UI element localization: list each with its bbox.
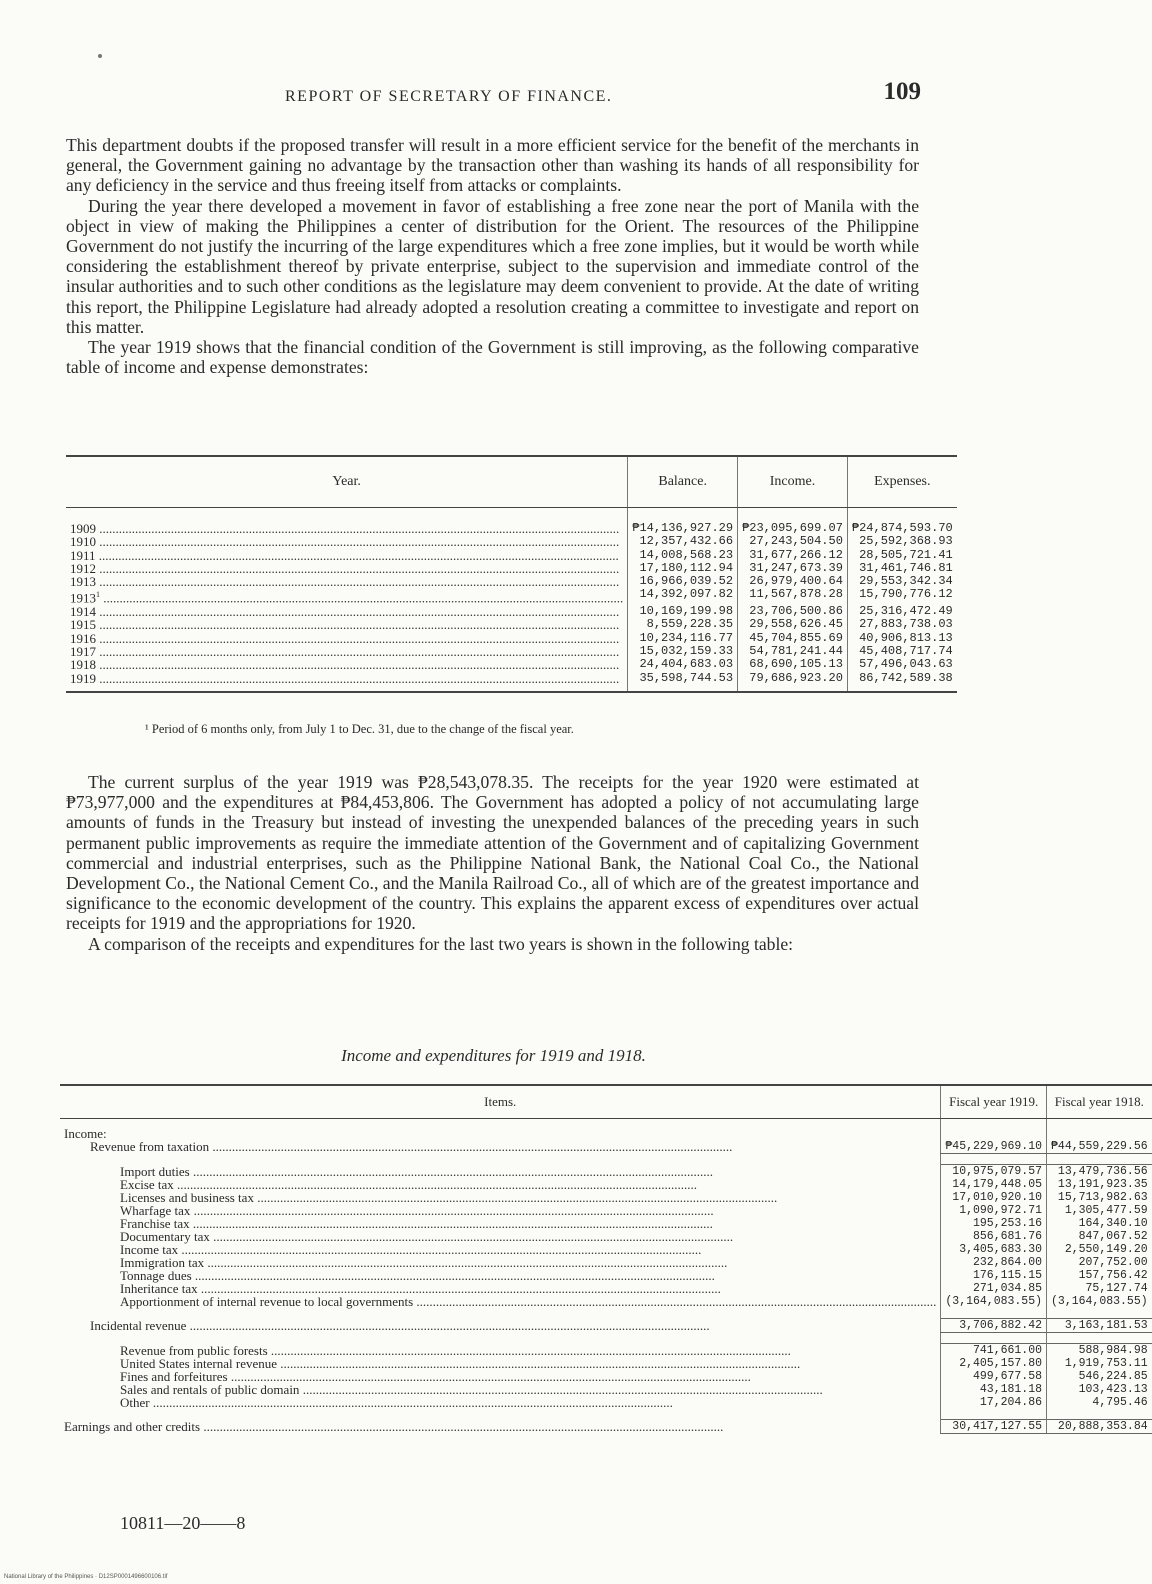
item-cell [60,1344,941,1358]
fy1918-cell: 103,423.13 [1047,1383,1152,1396]
body-text-top [66,135,919,377]
fy1919-cell: 3,706,882.42 [941,1319,1047,1333]
fy1919-cell: 232,864.00 [941,1256,1047,1269]
page-number: 109 [883,78,921,105]
table-row [66,508,957,536]
fy1919-cell: 30,417,127.55 [941,1420,1047,1434]
item-label-text: Excise tax [120,1177,174,1192]
balance-cell: 24,404,683.03 [628,658,738,671]
income-cell: 54,781,241.44 [738,645,848,658]
year-cell: 1919 ................................................................................................................................................................ [66,672,628,692]
column-header-items: Items. [60,1085,941,1119]
column-header-balance: Balance. [628,456,738,508]
expenses-cell: 15,790,776.12 [847,588,956,605]
balance-table-body [66,508,957,692]
item-label-text: Revenue from public forests [120,1342,268,1358]
fy1919-cell: 14,179,448.05 [941,1178,1047,1191]
income-cell: 68,690,105.13 [738,658,848,671]
expenses-cell: 27,883,738.03 [847,618,956,631]
year-label: 1911 [70,547,96,563]
year-label: 1909 [70,521,96,536]
spacer-row [60,1409,1152,1420]
year-label: 1914 [70,604,96,620]
item-label-text: Licenses and business tax [120,1190,254,1205]
fy1918-cell: 3,163,181.53 [1047,1319,1152,1333]
item-label: Immigration tax ................................................................................................................................................................ [120,1255,728,1270]
table-row [60,1344,1152,1358]
running-head: REPORT OF SECRETARY OF FINANCE. [285,88,613,105]
item-cell [60,1420,941,1434]
item-label-text: Other [120,1395,150,1410]
income-section-label: Income: [64,1126,107,1141]
spacer-cell [941,1409,1047,1420]
fy1918-cell: 588,984.98 [1047,1344,1152,1358]
balance-cell: 10,169,199.98 [628,605,738,618]
column-header-fy1918: Fiscal year 1918. [1047,1085,1152,1119]
table-row [60,1140,1152,1154]
item-label: Apportionment of internal revenue to local governments ................................................................................................................................................................ [120,1294,937,1309]
year-cell: 1917 ................................................................................................................................................................ [70,644,620,659]
table-row [66,672,957,692]
table-row [66,618,957,631]
income-cell: 31,677,266.12 [738,549,848,562]
item-cell [60,1140,941,1154]
income-cell: 79,686,923.20 [738,672,848,692]
fy1919-cell: 195,253.16 [941,1217,1047,1230]
item-label-text: Wharfage tax [120,1203,191,1218]
income-table-title: Income and expenditures for 1919 and 1918. [341,1046,646,1065]
item-label: Inheritance tax ................................................................................................................................................................ [120,1281,721,1296]
item-label: Revenue from taxation ................................................................................................................................................................ [90,1139,733,1154]
item-cell [60,1165,941,1179]
spacer-cell [1047,1333,1152,1344]
year-label: 1910 [70,534,96,550]
table-row [66,549,957,562]
table-row [60,1295,1152,1308]
income-expenditures-table [60,1084,1152,1434]
item-label-text: Import duties [120,1163,190,1179]
expenses-cell: 25,592,368.93 [847,535,956,548]
fy1919-cell: 499,677.58 [941,1370,1047,1383]
column-header-fy1919: Fiscal year 1919. [941,1085,1047,1119]
year-cell: 1915 ................................................................................................................................................................ [70,617,620,633]
fy1918-cell: 1,305,477.59 [1047,1204,1152,1217]
balance-table [66,455,957,693]
fy1919-cell: 17,204.86 [941,1396,1047,1409]
spacer-cell [60,1154,941,1165]
balance-cell: 10,234,116.77 [628,632,738,645]
year-cell: 1918 ................................................................................................................................................................ [70,657,620,673]
fy1919-cell: (3,164,083.55) [941,1295,1047,1308]
footnote-marker: 1 [96,590,100,600]
balance-cell: 15,032,159.33 [628,645,738,658]
fy1918-cell: 157,756.42 [1047,1269,1152,1282]
fy1919-cell: 741,661.00 [941,1344,1047,1358]
year-label: 1916 [70,630,96,646]
spacer-cell [60,1308,941,1319]
fy1919-cell: 271,034.85 [941,1282,1047,1295]
item-label: Import duties ................................................................................................................................................................ [120,1163,713,1179]
income-cell: 26,979,400.64 [738,575,848,588]
expenses-cell: 45,408,717.74 [847,645,956,658]
balance-cell: 17,180,112.94 [628,562,738,575]
expenses-cell: 31,461,746.81 [847,562,956,575]
expenses-cell: 57,496,043.63 [847,658,956,671]
fy1919-cell: 176,115.15 [941,1269,1047,1282]
item-label: Sales and rentals of public domain ................................................................................................................................................................ [120,1382,823,1397]
balance-cell: 14,392,097.82 [628,588,738,605]
year-label: 1912 [70,560,96,576]
balance-cell: 8,559,228.35 [628,618,738,631]
table-row [60,1119,1152,1141]
year-label: 1918 [70,657,96,673]
column-header-income: Income. [738,456,848,508]
year-label: 1915 [70,617,96,633]
fy1918-cell: 4,795.46 [1047,1396,1152,1409]
item-label: United States internal revenue ................................................................................................................................................................ [120,1356,801,1371]
item-label-text: Incidental revenue [90,1317,187,1333]
income-cell: ₱23,095,699.07 [738,508,848,536]
spacer-cell [1047,1409,1152,1420]
year-cell: 1913$^1$ ................................................................................................................................................................ [70,590,624,606]
item-label-text: Sales and rentals of public domain [120,1382,300,1397]
fy1919-cell: 17,010,920.10 [941,1191,1047,1204]
balance-cell: 14,008,568.23 [628,549,738,562]
fy1918-cell: 164,340.10 [1047,1217,1152,1230]
fy1918-cell: 847,067.52 [1047,1230,1152,1243]
item-label: Franchise tax ................................................................................................................................................................ [120,1216,713,1231]
year-label: 1913 [70,574,96,590]
column-header-expenses: Expenses. [847,456,956,508]
expenses-cell: 86,742,589.38 [847,672,956,692]
fy1919-cell: 43,181.18 [941,1383,1047,1396]
fy1919-cell: 3,405,683.30 [941,1243,1047,1256]
empty-cell [1047,1119,1152,1141]
item-label: Revenue from public forests ................................................................................................................................................................ [120,1342,791,1358]
fy1918-cell: 15,713,982.63 [1047,1191,1152,1204]
paragraph: The current surplus of the year 1919 was ₱28,543,078.35. The receipts for the year 1920 were estimated at ₱73,977,000 and the expenditures at ₱84,453,806. The Government has adopted a policy of not accumulating large amounts of funds in the Treasury but instead of investing the unexpended balances of the preceding years in such permanent public improvements as require the immediate attention of the Government and of capitalizing Government commercial and industrial enterprises, such as the Philippine National Bank, the National Coal Co., the National Development Co., the National Cement Co., and the Manila Railroad Co., all of which are of the greatest importance and significance to the economic development of the country. This explains the apparent excess of expenditures over actual receipts for 1919 and the appropriations for 1920. [66,772,919,934]
table-row [60,1165,1152,1179]
spacer-cell [941,1333,1047,1344]
fy1918-cell: 2,550,149.20 [1047,1243,1152,1256]
item-label-text: Apportionment of internal revenue to local governments [120,1294,414,1309]
income-cell: 23,706,500.86 [738,605,848,618]
fy1918-cell: ₱44,559,229.56 [1047,1140,1152,1154]
item-label: Tonnage dues ................................................................................................................................................................ [120,1268,715,1283]
fy1919-cell: ₱45,229,969.10 [941,1140,1047,1154]
table-row [66,575,957,588]
item-label-text: United States internal revenue [120,1356,278,1371]
item-label-text: Franchise tax [120,1216,190,1231]
table-row [66,535,957,548]
fy1918-cell: 207,752.00 [1047,1256,1152,1269]
fy1918-cell: 13,479,736.56 [1047,1165,1152,1179]
scan-imprint: National Library of the Philippines · D12SP0001496600106.tif [4,1574,168,1580]
empty-cell [941,1119,1047,1141]
paragraph: During the year there developed a movement in favor of establishing a free zone near the port of Manila with the object in view of making the Philippines a center of distribution for the Orient. The resources of the Philippine Government do not justify the incurring of the large expenditures which a free zone implies, but it would be worth while considering the establishment thereof by private enterprise, subject to the supervision and immediate control of the insular authorities and to such other conditions as the legislature may deem convenient to provide. At the date of writing this report, the Philippine Legislature had already adopted a resolution creating a committee to investigate and report on this matter. [66,195,919,337]
fy1919-cell: 10,975,079.57 [941,1165,1047,1179]
item-label-text: Documentary tax [120,1229,210,1244]
spacer-cell [941,1154,1047,1165]
year-cell: 1916 ................................................................................................................................................................ [70,630,620,646]
balance-cell: 35,598,744.53 [628,672,738,692]
fy1919-cell: 1,090,972.71 [941,1204,1047,1217]
income-table-body [60,1119,1152,1434]
table-row [60,1396,1152,1409]
table-row [66,588,957,605]
year-label: 1913 [70,590,96,606]
item-label: Income tax ................................................................................................................................................................ [120,1242,702,1257]
spacer-cell [1047,1154,1152,1165]
fy1919-cell: 2,405,157.80 [941,1357,1047,1370]
column-header-year: Year. [66,456,628,508]
table-row [66,658,957,671]
income-cell: 27,243,504.50 [738,535,848,548]
year-label: 1917 [70,644,96,659]
income-cell: 31,247,673.39 [738,562,848,575]
item-label-text: Earnings and other credits [64,1418,201,1434]
item-label-text: Tonnage dues [120,1268,192,1283]
table-row [60,1420,1152,1434]
spacer-row [60,1308,1152,1319]
item-label-text: Immigration tax [120,1255,205,1270]
spacer-cell [941,1308,1047,1319]
item-label-text: Revenue from taxation [90,1139,210,1154]
year-cell: 1912 ................................................................................................................................................................ [70,560,620,576]
year-cell: 1914 ................................................................................................................................................................ [70,604,620,620]
income-cell: 11,567,878.28 [738,588,848,605]
item-cell [60,1396,941,1409]
item-label: Documentary tax ................................................................................................................................................................ [120,1229,734,1244]
year-cell: 1911 ................................................................................................................................................................ [70,547,619,563]
year-cell: 1910 ................................................................................................................................................................ [70,534,620,550]
paragraph: The year 1919 shows that the financial condition of the Government is still improving, as the following comparative table of income and expense demonstrates: [66,337,919,378]
item-label: Fines and forfeitures ................................................................................................................................................................ [120,1369,751,1384]
expenses-cell: ₱24,874,593.70 [847,508,956,536]
fy1918-cell: 75,127.74 [1047,1282,1152,1295]
expenses-cell: 28,505,721.41 [847,549,956,562]
fy1919-cell: 856,681.76 [941,1230,1047,1243]
fy1918-cell: (3,164,083.55) [1047,1295,1152,1308]
fy1918-cell: 546,224.85 [1047,1370,1152,1383]
table-row [66,632,957,645]
fy1918-cell: 20,888,353.84 [1047,1420,1152,1434]
income-cell: 45,704,855.69 [738,632,848,645]
item-label: Licenses and business tax ................................................................................................................................................................ [120,1190,778,1205]
item-label: Incidental revenue ................................................................................................................................................................ [90,1317,710,1333]
item-label: Excise tax ................................................................................................................................................................ [120,1177,698,1192]
speck-mark [98,54,102,58]
table-row [60,1319,1152,1333]
expenses-cell: 29,553,342.34 [847,575,956,588]
item-label: Wharfage tax ................................................................................................................................................................ [120,1203,714,1218]
item-label-text: Income tax [120,1242,179,1257]
balance-cell: 12,357,432.66 [628,535,738,548]
item-label-text: Fines and forfeitures [120,1369,228,1384]
paragraph: This department doubts if the proposed transfer will result in a more efficient service for the benefit of the merchants in general, the Government gaining no advantage by the transaction other than washing its hands of all responsibility for any deficiency in the service and thus freeing itself from attacks or complaints. [66,135,919,196]
item-cell [60,1295,941,1308]
expenses-cell: 25,316,472.49 [847,605,956,618]
table-row [66,562,957,575]
fy1918-cell: 1,919,753.11 [1047,1357,1152,1370]
paragraph: A comparison of the receipts and expenditures for the last two years is shown in the following table: [88,933,794,954]
expenses-cell: 40,906,813.13 [847,632,956,645]
item-label-text: Inheritance tax [120,1281,198,1296]
item-cell [60,1319,941,1333]
fy1918-cell: 13,191,923.35 [1047,1178,1152,1191]
income-cell: 29,558,626.45 [738,618,848,631]
signature-mark: 10811—20——8 [120,1513,246,1533]
year-cell: 1913 ................................................................................................................................................................ [70,574,620,590]
spacer-cell [1047,1308,1152,1319]
spacer-row [60,1154,1152,1165]
item-label: Earnings and other credits ................................................................................................................................................................ [64,1418,724,1434]
balance-cell: 16,966,039.52 [628,575,738,588]
year-label: 1919 [70,670,96,686]
balance-cell: ₱14,136,927.29 [628,508,738,536]
item-label: Other ................................................................................................................................................................ [120,1395,673,1410]
table-row [66,605,957,618]
year-cell: 1909 ................................................................................................................................................................ [70,521,620,536]
table-footnote: ¹ Period of 6 months only, from July 1 to Dec. 31, due to the change of the fiscal year. [145,722,574,736]
table-row [66,645,957,658]
body-text-bottom [66,772,919,954]
